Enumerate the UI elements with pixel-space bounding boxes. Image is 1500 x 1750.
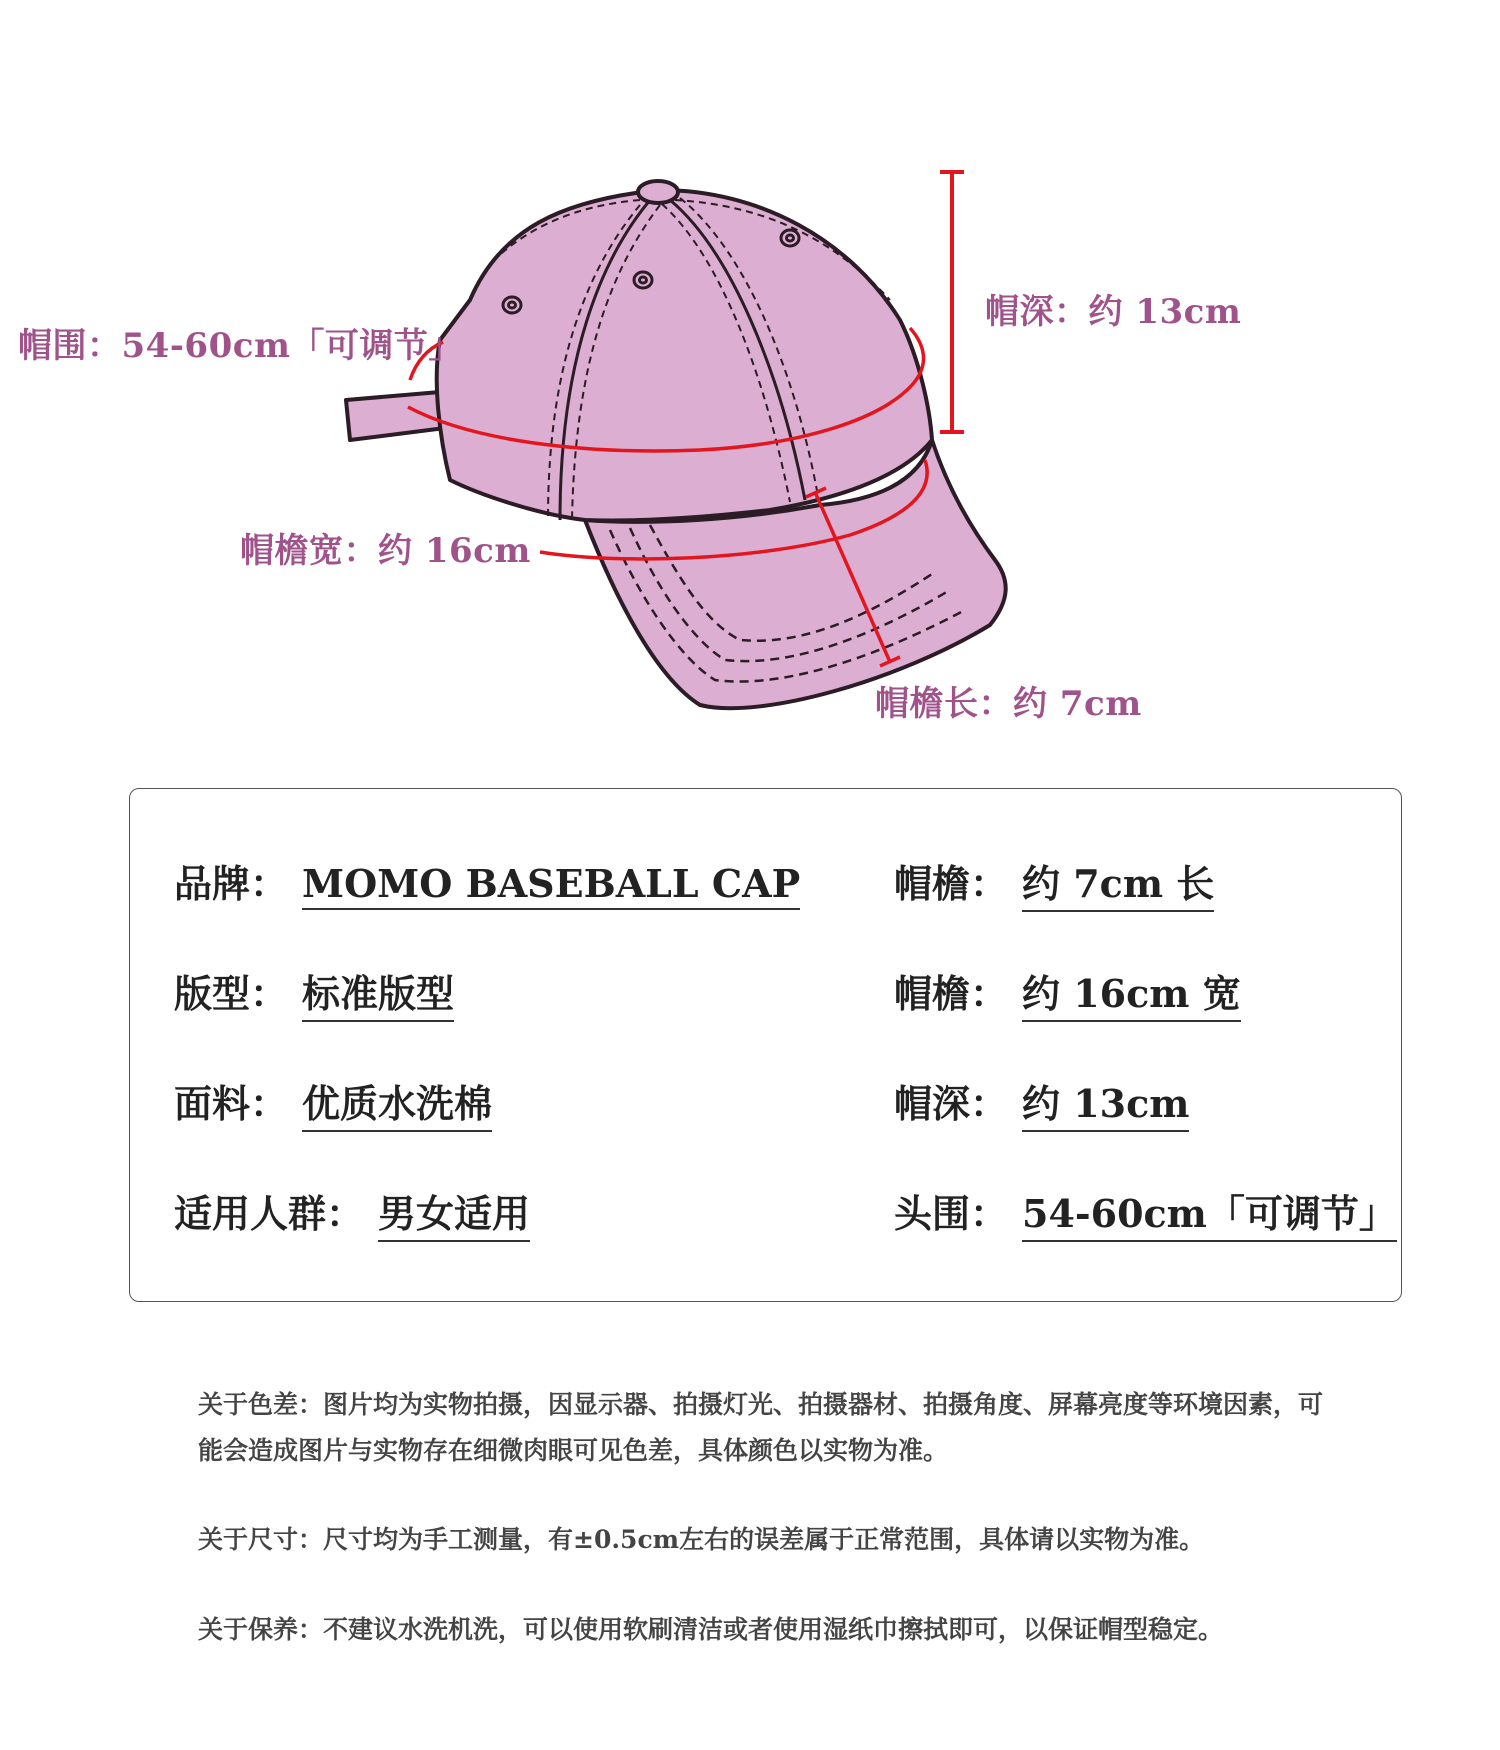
- spec-value: 标准版型: [302, 963, 454, 1022]
- spec-row-fit: [174, 963, 454, 1022]
- baseball-cap-illustration: [0, 0, 1500, 760]
- spec-key: 头围：: [894, 1191, 1009, 1236]
- spec-value: 男女适用: [378, 1183, 530, 1242]
- cap-diagram: [0, 0, 1500, 760]
- spec-row-brand: [174, 853, 800, 910]
- spec-row-audience: [174, 1183, 530, 1242]
- spec-key: 适用人群：: [174, 1191, 365, 1236]
- cap-crown: [437, 190, 932, 521]
- depth-label: 帽深：约 13cm: [985, 292, 1242, 332]
- spec-key: 品牌：: [174, 861, 289, 906]
- spec-row-head-circumference: [894, 1183, 1397, 1242]
- circumference-label: 帽围：54-60cm「可调节」: [18, 326, 463, 366]
- spec-value: 约 13cm: [1022, 1073, 1189, 1132]
- note-care: 关于保养：不建议水洗机洗，可以使用软刷清洁或者使用湿纸巾擦拭即可，以保证帽型稳定。: [198, 1615, 1224, 1644]
- spec-value: 54-60cm「可调节」: [1022, 1183, 1397, 1242]
- depth-marker: [940, 172, 964, 432]
- cap-top-button: [638, 181, 678, 203]
- spec-key: 帽深：: [894, 1081, 1009, 1126]
- spec-row-fabric: [174, 1073, 492, 1132]
- note-size: 关于尺寸：尺寸均为手工测量，有±0.5cm左右的误差属于正常范围，具体请以实物为准。: [198, 1525, 1205, 1554]
- spec-row-brim-width: [894, 963, 1241, 1022]
- brim-length-label: 帽檐长：约 7cm: [875, 684, 1142, 724]
- spec-value: MOMO BASEBALL CAP: [302, 861, 800, 910]
- spec-key: 面料：: [174, 1081, 289, 1126]
- spec-row-brim-length: [894, 853, 1214, 912]
- spec-card: [129, 788, 1402, 1302]
- spec-row-depth: [894, 1073, 1189, 1132]
- brim-width-label: 帽檐宽：约 16cm: [240, 531, 531, 571]
- spec-key: 帽檐：: [894, 971, 1009, 1016]
- spec-value: 优质水洗棉: [302, 1073, 492, 1132]
- note-color-difference: 关于色差：图片均为实物拍摄，因显示器、拍摄灯光、拍摄器材、拍摄角度、屏幕亮度等环境因素，可能会造成图片与实物存在细微肉眼可见色差，具体颜色以实物为准。: [198, 1390, 1324, 1465]
- spec-key: 帽檐：: [894, 861, 1009, 906]
- spec-key: 版型：: [174, 971, 289, 1016]
- spec-value: 约 16cm 宽: [1022, 963, 1241, 1022]
- spec-value: 约 7cm 长: [1022, 853, 1214, 912]
